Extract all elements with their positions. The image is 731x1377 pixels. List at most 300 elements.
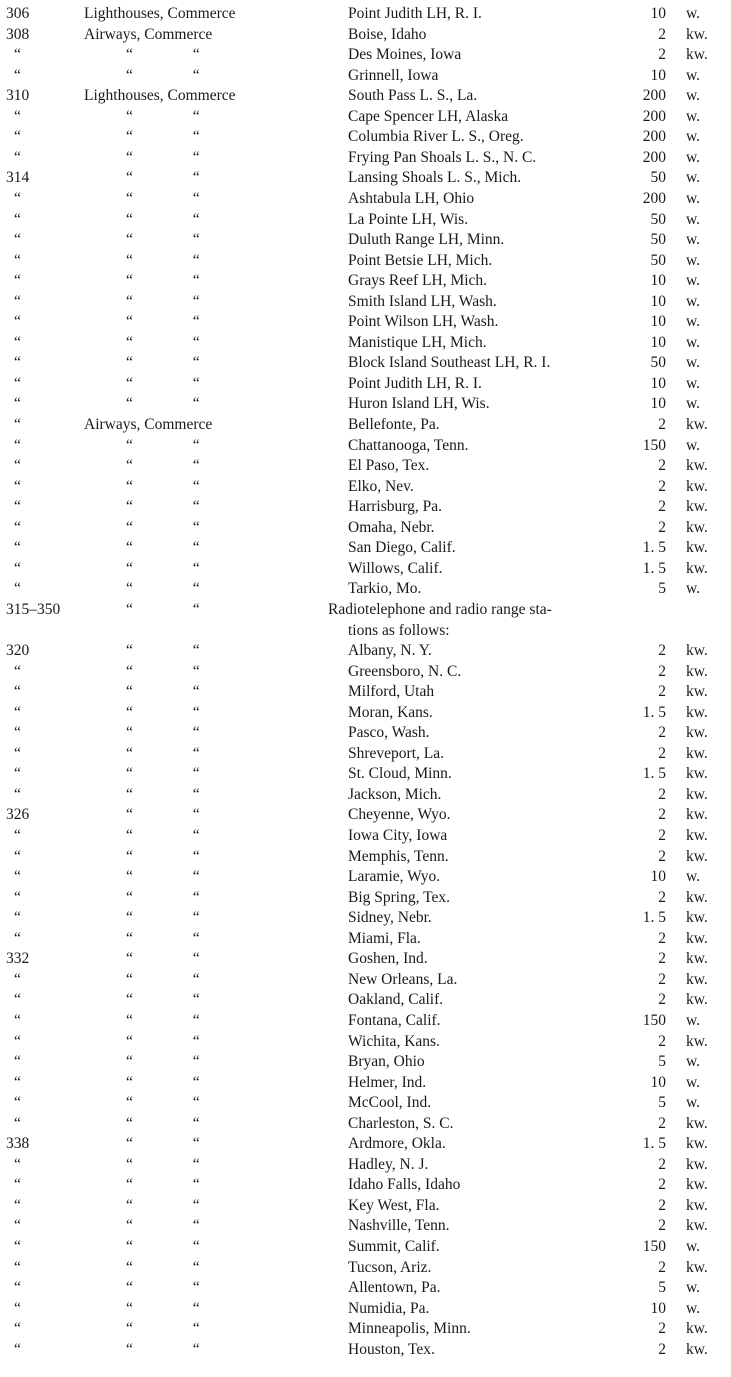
station-cell: Sidney, Nebr. xyxy=(348,909,432,927)
station-cell: Grinnell, Iowa xyxy=(348,66,439,84)
frequency-cell: “ xyxy=(14,929,21,947)
unit-cell: w. xyxy=(686,5,701,22)
table-row xyxy=(0,1299,731,1319)
frequency-cell: “ xyxy=(14,827,21,844)
table-row xyxy=(0,436,731,456)
table-row xyxy=(0,4,731,24)
unit-cell: kw. xyxy=(686,991,708,1009)
power-cell: 10 xyxy=(650,1299,666,1317)
power-cell: 1. 5 xyxy=(642,559,666,577)
station-cell: Manistique LH, Mich. xyxy=(348,333,487,351)
service-ditto: “ “ xyxy=(126,970,200,988)
unit-cell: w. xyxy=(686,1073,701,1091)
station-cell: Ardmore, Okla. xyxy=(348,1135,446,1153)
table-row xyxy=(0,867,731,887)
service-ditto: “ “ xyxy=(126,477,200,495)
service-ditto: “ “ xyxy=(126,436,200,454)
power-cell: 2 xyxy=(658,929,666,947)
unit-cell: kw. xyxy=(686,1196,708,1214)
table-row xyxy=(0,1052,731,1072)
power-cell: 2 xyxy=(658,457,666,475)
power-cell: 2 xyxy=(658,950,666,968)
frequency-cell: “ xyxy=(14,148,21,166)
station-cell: Point Judith LH, R. I. xyxy=(348,374,482,392)
station-cell: Smith Island LH, Wash. xyxy=(348,292,497,310)
unit-cell: w. xyxy=(686,1094,701,1112)
station-cell: Grays Reef LH, Mich. xyxy=(348,272,488,290)
unit-cell: w. xyxy=(686,272,701,290)
frequency-cell: “ xyxy=(14,785,21,803)
power-cell: 2 xyxy=(658,1340,666,1358)
frequency-cell: “ xyxy=(14,1258,21,1276)
table-row xyxy=(0,970,731,990)
unit-cell: w. xyxy=(686,87,701,105)
table-row xyxy=(0,374,731,394)
unit-cell: w. xyxy=(686,313,701,331)
table-row xyxy=(0,579,731,599)
station-cell: Allentown, Pa. xyxy=(348,1279,441,1297)
service-ditto: “ “ xyxy=(126,744,200,762)
table-row xyxy=(0,353,731,373)
service-ditto: “ “ xyxy=(126,559,200,577)
unit-cell: kw. xyxy=(686,1032,708,1050)
power-cell: 2 xyxy=(658,970,666,988)
power-cell: 2 xyxy=(658,46,666,64)
service-ditto: “ “ xyxy=(126,1073,200,1091)
frequency-cell: “ xyxy=(14,436,21,454)
frequency-cell: 338 xyxy=(6,1135,30,1153)
frequency-cell: “ xyxy=(14,292,21,310)
power-cell: 200 xyxy=(642,148,666,166)
power-cell: 2 xyxy=(658,416,666,433)
unit-cell: w. xyxy=(686,210,701,228)
unit-cell: kw. xyxy=(686,518,708,536)
service-ditto: “ “ xyxy=(126,1135,200,1153)
table-row xyxy=(0,25,731,45)
unit-cell: kw. xyxy=(686,744,708,762)
service-ditto: “ “ xyxy=(126,642,200,660)
power-cell: 10 xyxy=(650,868,666,886)
power-cell: 2 xyxy=(658,683,666,701)
frequency-cell: “ xyxy=(14,1094,21,1112)
unit-cell: kw. xyxy=(686,1320,708,1338)
station-cell: Block Island Southeast LH, R. I. xyxy=(348,354,551,372)
table-row xyxy=(0,394,731,414)
table-row xyxy=(0,538,731,558)
service-ditto: “ “ xyxy=(126,539,200,557)
power-cell: 2 xyxy=(658,991,666,1009)
power-cell: 50 xyxy=(650,231,666,249)
station-cell: Minneapolis, Minn. xyxy=(348,1320,471,1338)
station-cell: Bryan, Ohio xyxy=(348,1053,425,1071)
power-cell: 2 xyxy=(658,477,666,495)
power-cell: 5 xyxy=(658,1094,666,1112)
station-cell: Elko, Nev. xyxy=(348,477,414,495)
station-cell: Lansing Shoals L. S., Mich. xyxy=(348,169,522,187)
unit-cell: w. xyxy=(686,66,701,84)
unit-cell: w. xyxy=(686,251,701,269)
frequency-cell: “ xyxy=(14,909,21,927)
power-cell: 150 xyxy=(642,1011,666,1029)
table-row xyxy=(0,45,731,65)
station-cell: Pasco, Wash. xyxy=(348,724,430,742)
table-row xyxy=(0,744,731,764)
table-row xyxy=(0,929,731,949)
frequency-cell: 320 xyxy=(6,642,30,660)
service-ditto: “ “ xyxy=(126,991,200,1009)
service-ditto: “ “ xyxy=(126,806,200,824)
station-cell: South Pass L. S., La. xyxy=(348,87,478,105)
service-ditto: “ “ xyxy=(126,292,200,310)
service-ditto: “ “ xyxy=(126,313,200,331)
service-ditto: “ “ xyxy=(126,333,200,351)
table-row xyxy=(0,1258,731,1278)
station-cell: San Diego, Calif. xyxy=(348,539,456,557)
unit-cell: kw. xyxy=(686,642,708,660)
table-row xyxy=(0,949,731,969)
frequency-cell: “ xyxy=(14,683,21,701)
power-cell: 10 xyxy=(650,292,666,310)
power-cell: 50 xyxy=(650,169,666,187)
power-cell: 200 xyxy=(642,189,666,207)
unit-cell: kw. xyxy=(686,683,708,701)
unit-cell: kw. xyxy=(686,806,708,824)
unit-cell: kw. xyxy=(686,1135,708,1153)
power-cell: 1. 5 xyxy=(642,703,666,721)
service-cell: Lighthouses, Commerce xyxy=(84,87,236,105)
power-cell: 2 xyxy=(658,888,666,906)
frequency-cell: “ xyxy=(14,724,21,742)
service-ditto: “ “ xyxy=(126,374,200,392)
frequency-cell: “ xyxy=(14,498,21,516)
service-ditto: “ “ xyxy=(126,827,200,844)
table-row xyxy=(0,1093,731,1113)
power-cell: 2 xyxy=(658,744,666,762)
table-row xyxy=(0,415,731,435)
power-cell: 10 xyxy=(650,333,666,351)
frequency-cell: “ xyxy=(14,66,21,84)
power-cell: 2 xyxy=(658,847,666,865)
unit-cell: kw. xyxy=(686,498,708,516)
table-row xyxy=(0,990,731,1010)
service-ditto: “ “ xyxy=(126,189,200,207)
service-ditto: “ “ xyxy=(126,600,200,618)
unit-cell: w. xyxy=(686,1238,701,1255)
table-row xyxy=(0,271,731,291)
table-row xyxy=(0,1196,731,1216)
table-row xyxy=(0,497,731,517)
frequency-cell: “ xyxy=(14,868,21,886)
frequency-cell: “ xyxy=(14,662,21,680)
power-cell: 1. 5 xyxy=(642,909,666,927)
frequency-cell: “ xyxy=(14,1299,21,1317)
power-cell: 2 xyxy=(658,1032,666,1050)
station-cell: Albany, N. Y. xyxy=(348,642,432,660)
service-ditto: “ “ xyxy=(126,888,200,906)
power-cell: 5 xyxy=(658,1053,666,1071)
frequency-cell: “ xyxy=(14,1073,21,1091)
station-cell: Summit, Calif. xyxy=(348,1238,440,1255)
frequency-cell: “ xyxy=(14,107,21,125)
frequency-cell: “ xyxy=(14,1114,21,1132)
station-cell: Wichita, Kans. xyxy=(348,1032,440,1050)
unit-cell: w. xyxy=(686,580,701,598)
station-cell: Harrisburg, Pa. xyxy=(348,498,442,516)
service-ditto: “ “ xyxy=(126,1279,200,1297)
service-ditto: “ “ xyxy=(126,46,200,64)
frequency-cell: “ xyxy=(14,374,21,392)
service-cell: Airways, Commerce xyxy=(84,25,213,43)
unit-cell: w. xyxy=(686,148,701,166)
unit-cell: kw. xyxy=(686,1217,708,1235)
table-row xyxy=(0,1319,731,1339)
frequency-cell: “ xyxy=(14,1053,21,1071)
power-cell: 150 xyxy=(642,1238,666,1255)
frequency-cell: 326 xyxy=(6,806,30,824)
table-row xyxy=(0,1340,731,1360)
station-cell: Miami, Fla. xyxy=(348,929,421,947)
station-cell: Radiotelephone and radio range sta- xyxy=(328,600,552,618)
unit-cell: w. xyxy=(686,868,701,886)
station-cell: Columbia River L. S., Oreg. xyxy=(348,128,524,146)
frequency-cell: 306 xyxy=(6,5,30,22)
station-cell: New Orleans, La. xyxy=(348,970,458,988)
power-cell: 2 xyxy=(658,1258,666,1276)
table-row xyxy=(0,210,731,230)
station-cell: Houston, Tex. xyxy=(348,1340,435,1358)
unit-cell: kw. xyxy=(686,46,708,64)
frequency-cell: “ xyxy=(14,416,21,433)
unit-cell: kw. xyxy=(686,1340,708,1358)
unit-cell: kw. xyxy=(686,539,708,557)
power-cell: 5 xyxy=(658,1279,666,1297)
unit-cell: kw. xyxy=(686,703,708,721)
frequency-cell: “ xyxy=(14,539,21,557)
power-cell: 2 xyxy=(658,827,666,844)
frequency-cell: “ xyxy=(14,1176,21,1194)
frequency-cell: “ xyxy=(14,477,21,495)
unit-cell: w. xyxy=(686,1279,701,1297)
station-cell: Idaho Falls, Idaho xyxy=(348,1176,461,1194)
table-row xyxy=(0,600,731,620)
frequency-cell: “ xyxy=(14,1238,21,1255)
unit-cell: w. xyxy=(686,333,701,351)
station-cell: Oakland, Calif. xyxy=(348,991,444,1009)
table-row xyxy=(0,333,731,353)
station-cell: Point Judith LH, R. I. xyxy=(348,5,482,22)
table-row xyxy=(0,764,731,784)
service-ditto: “ “ xyxy=(126,1053,200,1071)
power-cell: 10 xyxy=(650,5,666,22)
frequency-cell: “ xyxy=(14,231,21,249)
station-cell: Laramie, Wyo. xyxy=(348,868,441,886)
service-ditto: “ “ xyxy=(126,662,200,680)
table-row xyxy=(0,805,731,825)
power-cell: 2 xyxy=(658,518,666,536)
service-ditto: “ “ xyxy=(126,1094,200,1112)
table-row xyxy=(0,847,731,867)
table-row xyxy=(0,641,731,661)
station-cell: Huron Island LH, Wis. xyxy=(348,395,490,413)
service-ditto: “ “ xyxy=(126,1114,200,1132)
table-row xyxy=(0,888,731,908)
service-ditto: “ “ xyxy=(126,1340,200,1358)
service-ditto: “ “ xyxy=(126,272,200,290)
service-ditto: “ “ xyxy=(126,498,200,516)
unit-cell: w. xyxy=(686,1011,701,1029)
unit-cell: kw. xyxy=(686,477,708,495)
unit-cell: kw. xyxy=(686,457,708,475)
service-ditto: “ “ xyxy=(126,580,200,598)
service-ditto: “ “ xyxy=(126,950,200,968)
station-cell: Bellefonte, Pa. xyxy=(348,416,440,433)
station-cell: tions as follows: xyxy=(348,621,450,639)
power-cell: 10 xyxy=(650,66,666,84)
table-row xyxy=(0,1175,731,1195)
station-cell: Willows, Calif. xyxy=(348,559,443,577)
frequency-cell: “ xyxy=(14,457,21,475)
frequency-cell: “ xyxy=(14,1011,21,1029)
service-ditto: “ “ xyxy=(126,251,200,269)
power-cell: 50 xyxy=(650,251,666,269)
power-cell: 10 xyxy=(650,395,666,413)
station-cell: Shreveport, La. xyxy=(348,744,444,762)
unit-cell: kw. xyxy=(686,559,708,577)
unit-cell: w. xyxy=(686,169,701,187)
station-cell: Nashville, Tenn. xyxy=(348,1217,450,1235)
unit-cell: w. xyxy=(686,1299,701,1317)
service-ditto: “ “ xyxy=(126,1176,200,1194)
table-row xyxy=(0,1278,731,1298)
station-cell: Greensboro, N. C. xyxy=(348,662,462,680)
station-cell: Boise, Idaho xyxy=(348,25,427,43)
service-cell: Airways, Commerce xyxy=(84,416,213,433)
table-row xyxy=(0,148,731,168)
frequency-cell: “ xyxy=(14,1279,21,1297)
service-ditto: “ “ xyxy=(126,1196,200,1214)
station-cell: Hadley, N. J. xyxy=(348,1155,429,1173)
unit-cell: w. xyxy=(686,128,701,146)
station-cell: La Pointe LH, Wis. xyxy=(348,210,469,228)
power-cell: 2 xyxy=(658,498,666,516)
unit-cell: w. xyxy=(686,189,701,207)
power-cell: 2 xyxy=(658,1320,666,1338)
frequency-cell: “ xyxy=(14,128,21,146)
service-ditto: “ “ xyxy=(126,66,200,84)
power-cell: 10 xyxy=(650,272,666,290)
table-row xyxy=(0,559,731,579)
station-cell: Point Betsie LH, Mich. xyxy=(348,251,493,269)
service-ditto: “ “ xyxy=(126,724,200,742)
station-cell: Jackson, Mich. xyxy=(348,785,442,803)
table-row xyxy=(0,312,731,332)
station-cell: Cheyenne, Wyo. xyxy=(348,806,451,824)
unit-cell: kw. xyxy=(686,888,708,906)
service-ditto: “ “ xyxy=(126,210,200,228)
frequency-cell: 332 xyxy=(6,950,30,968)
unit-cell: kw. xyxy=(686,785,708,803)
table-row xyxy=(0,230,731,250)
service-ditto: “ “ xyxy=(126,354,200,372)
unit-cell: w. xyxy=(686,1053,701,1071)
power-cell: 2 xyxy=(658,806,666,824)
frequency-cell: “ xyxy=(14,1155,21,1173)
service-ditto: “ “ xyxy=(126,1217,200,1235)
table-row xyxy=(0,703,731,723)
unit-cell: kw. xyxy=(686,847,708,865)
frequency-cell: “ xyxy=(14,559,21,577)
frequency-cell: 315–350 xyxy=(6,600,61,618)
table-row xyxy=(0,456,731,476)
frequency-cell: “ xyxy=(14,251,21,269)
table-row xyxy=(0,1155,731,1175)
table-row xyxy=(0,723,731,743)
service-ditto: “ “ xyxy=(126,518,200,536)
frequency-cell: “ xyxy=(14,744,21,762)
unit-cell: kw. xyxy=(686,25,708,43)
table-row xyxy=(0,1073,731,1093)
table-row xyxy=(0,477,731,497)
frequency-cell: “ xyxy=(14,1196,21,1214)
station-cell: Frying Pan Shoals L. S., N. C. xyxy=(348,148,537,166)
service-ditto: “ “ xyxy=(126,148,200,166)
unit-cell: kw. xyxy=(686,950,708,968)
power-cell: 150 xyxy=(642,436,666,454)
power-cell: 2 xyxy=(658,642,666,660)
station-cell: El Paso, Tex. xyxy=(348,457,430,475)
station-cell: Key West, Fla. xyxy=(348,1196,440,1214)
table-row xyxy=(0,1114,731,1134)
unit-cell: w. xyxy=(686,231,701,249)
unit-cell: w. xyxy=(686,292,701,310)
table-row xyxy=(0,908,731,928)
station-cell: Point Wilson LH, Wash. xyxy=(348,313,499,331)
unit-cell: kw. xyxy=(686,1114,708,1132)
station-cell: Omaha, Nebr. xyxy=(348,518,435,536)
unit-cell: kw. xyxy=(686,1258,708,1276)
table-row xyxy=(0,662,731,682)
frequency-cell: “ xyxy=(14,210,21,228)
unit-cell: kw. xyxy=(686,416,708,433)
frequency-cell: “ xyxy=(14,272,21,290)
table-row xyxy=(0,251,731,271)
service-ditto: “ “ xyxy=(126,1320,200,1338)
unit-cell: kw. xyxy=(686,724,708,742)
station-cell: Moran, Kans. xyxy=(348,703,433,721)
service-ditto: “ “ xyxy=(126,107,200,125)
station-cell: Duluth Range LH, Minn. xyxy=(348,231,505,249)
frequency-cell: “ xyxy=(14,847,21,865)
service-cell: Lighthouses, Commerce xyxy=(84,5,236,22)
table-row xyxy=(0,66,731,86)
table-row xyxy=(0,518,731,538)
power-cell: 200 xyxy=(642,128,666,146)
frequency-cell: “ xyxy=(14,1217,21,1235)
table-row xyxy=(0,86,731,106)
frequency-cell: “ xyxy=(14,333,21,351)
power-cell: 2 xyxy=(658,25,666,43)
unit-cell: kw. xyxy=(686,909,708,927)
unit-cell: kw. xyxy=(686,970,708,988)
unit-cell: kw. xyxy=(686,1176,708,1194)
frequency-cell: “ xyxy=(14,991,21,1009)
station-cell: Big Spring, Tex. xyxy=(348,888,450,906)
station-cell: Ashtabula LH, Ohio xyxy=(348,189,475,207)
unit-cell: kw. xyxy=(686,929,708,947)
unit-cell: kw. xyxy=(686,827,708,844)
frequency-cell: “ xyxy=(14,189,21,207)
service-ditto: “ “ xyxy=(126,703,200,721)
